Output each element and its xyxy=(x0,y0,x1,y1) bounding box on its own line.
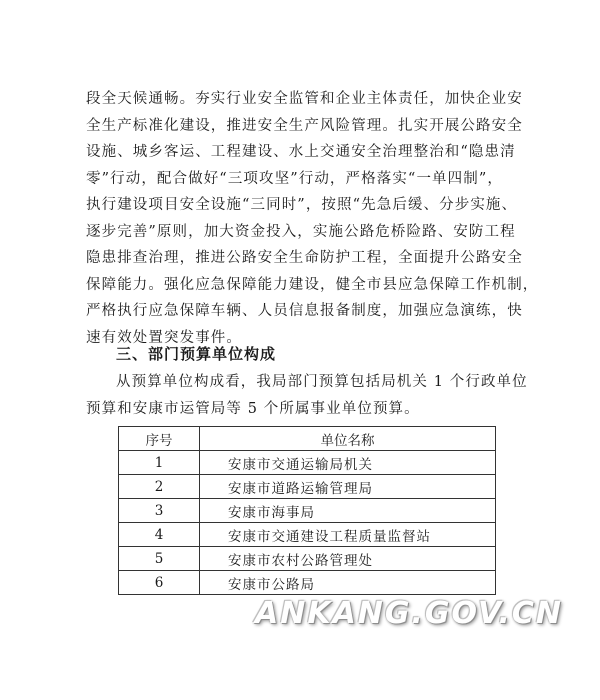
row-number: 2 xyxy=(119,475,200,499)
paragraph-line: 预算和安康市运管局等 5 个所属事业单位预算。 xyxy=(86,400,420,417)
unit-name: 安康市交通建设工程质量监督站 xyxy=(200,523,496,547)
table-row xyxy=(119,523,496,547)
table-row xyxy=(119,451,496,475)
column-header-unit-name: 单位名称 xyxy=(200,427,496,451)
row-number: 5 xyxy=(119,547,200,571)
site-watermark: ANKANG.GOV.CN xyxy=(255,596,564,631)
row-number: 1 xyxy=(119,451,200,475)
body-paragraph xyxy=(86,86,539,351)
paragraph-line: 全生产标准化建设，推进安全生产风险管理。扎实开展公路安全 xyxy=(86,117,523,134)
unit-name: 安康市公路局 xyxy=(200,571,496,595)
section-heading: 三、部门预算单位构成 xyxy=(116,345,277,363)
row-number: 3 xyxy=(119,499,200,523)
paragraph-line: 从预算单位构成看，我局部门预算包括局机关 1 个行政单位 xyxy=(116,374,528,390)
table-row xyxy=(119,475,496,499)
budget-units-table xyxy=(118,426,496,595)
paragraph-line: 保障能力。强化应急保障能力建设，健全市县应急保障工作机制， xyxy=(86,276,539,293)
paragraph-line: 设施、城乡客运、工程建设、水上交通安全治理整治和“隐患清 xyxy=(86,144,516,160)
intro-paragraph xyxy=(86,369,528,422)
row-number: 6 xyxy=(119,571,200,595)
row-number: 4 xyxy=(119,523,200,547)
paragraph-line: 零”行动，配合做好“三项攻坚”行动，严格落实“一单四制”， xyxy=(86,170,503,187)
column-header-number: 序号 xyxy=(119,427,200,451)
unit-name: 安康市海事局 xyxy=(200,499,496,523)
unit-name: 安康市道路运输管理局 xyxy=(200,475,496,499)
unit-name: 安康市交通运输局机关 xyxy=(200,451,496,475)
paragraph-line: 执行建设项目安全设施“三同时”，按照“先急后缓、分步实施、 xyxy=(86,197,518,213)
table-row xyxy=(119,571,496,595)
table-header-row xyxy=(119,427,496,451)
paragraph-line: 隐患排查治理，推进公路安全生命防护工程，全面提升公路安全 xyxy=(86,250,523,266)
paragraph-line: 逐步完善”原则，加大资金投入，实施公路危桥险路、安防工程 xyxy=(86,223,516,240)
paragraph-line: 严格执行应急保障车辆、人员信息报备制度，加强应急演练，快 xyxy=(86,303,523,319)
table-row xyxy=(119,499,496,523)
paragraph-line: 速有效处置突发事件。 xyxy=(86,329,242,346)
paragraph-line: 段全天候通畅。夯实行业安全监管和企业主体责任，加快企业安 xyxy=(86,91,523,107)
unit-name: 安康市农村公路管理处 xyxy=(200,547,496,571)
table-row xyxy=(119,547,496,571)
